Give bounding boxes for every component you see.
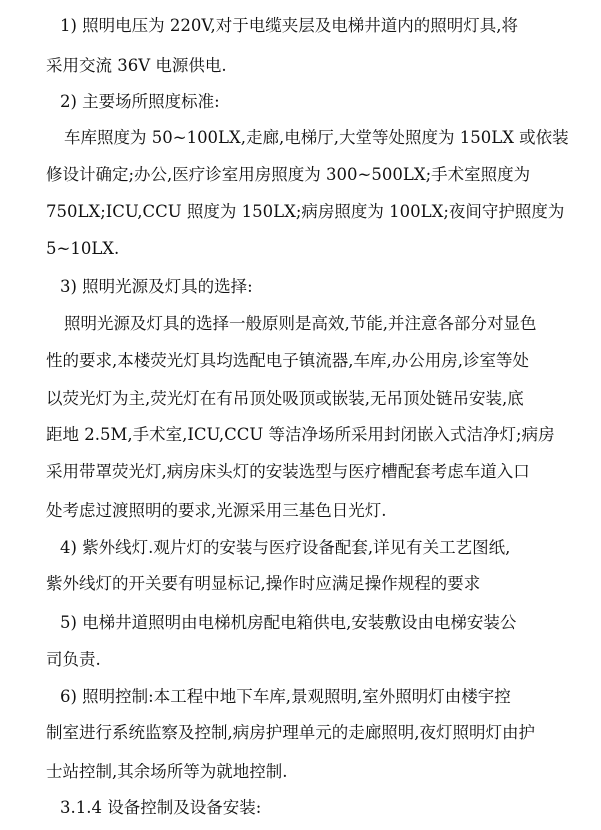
paragraph-line: 采用带罩荧光灯,病房床头灯的安装选型与医疗槽配套考虑车道入口: [46, 462, 530, 481]
paragraph-line: 3) 照明光源及灯具的选择:: [60, 277, 253, 296]
paragraph-line: 性的要求,本楼荧光灯具均选配电子镇流器,车库,办公用房,诊室等处: [46, 351, 529, 370]
paragraph-line: 4) 紫外线灯.观片灯的安装与医疗设备配套,详见有关工艺图纸,: [60, 538, 511, 557]
paragraph-line: 采用交流 36V 电源供电.: [46, 56, 227, 75]
paragraph-line: 2) 主要场所照度标准:: [60, 92, 220, 111]
paragraph-line: 距地 2.5M,手术室,ICU,CCU 等洁净场所采用封闭嵌入式洁净灯;病房: [46, 425, 555, 444]
section-heading: 3.1.4 设备控制及设备安装:: [60, 798, 262, 817]
paragraph-line: 750LX;ICU,CCU 照度为 150LX;病房照度为 100LX;夜间守护照度为: [46, 202, 565, 221]
paragraph-line: 6) 照明控制:本工程中地下车库,景观照明,室外照明灯由楼宇控: [60, 687, 511, 706]
paragraph-line: 1) 照明电压为 220V,对于电缆夹层及电梯井道内的照明灯具,将: [60, 16, 518, 35]
paragraph-line: 处考虑过渡照明的要求,光源采用三基色日光灯.: [46, 501, 387, 520]
paragraph-line: 5~10LX.: [46, 239, 120, 258]
paragraph-line: 司负责.: [46, 650, 101, 669]
paragraph-line: 照明光源及灯具的选择一般原则是高效,节能,并注意各部分对显色: [64, 314, 537, 333]
paragraph-line: 紫外线灯的开关要有明显标记,操作时应满足操作规程的要求: [46, 574, 481, 593]
paragraph-line: 士站控制,其余场所等为就地控制.: [46, 762, 288, 781]
paragraph-line: 修设计确定;办公,医疗诊室用房照度为 300~500LX;手术室照度为: [46, 165, 531, 184]
paragraph-line: 5) 电梯井道照明由电梯机房配电箱供电,安装敷设由电梯安装公: [60, 613, 517, 632]
paragraph-line: 制室进行系统监察及控制,病房护理单元的走廊照明,夜灯照明灯由护: [46, 723, 535, 742]
paragraph-line: 车库照度为 50~100LX,走廊,电梯厅,大堂等处照度为 150LX 或依装: [64, 128, 569, 147]
paragraph-line: 以荧光灯为主,荧光灯在有吊顶处吸顶或嵌装,无吊顶处链吊安装,底: [46, 389, 524, 408]
